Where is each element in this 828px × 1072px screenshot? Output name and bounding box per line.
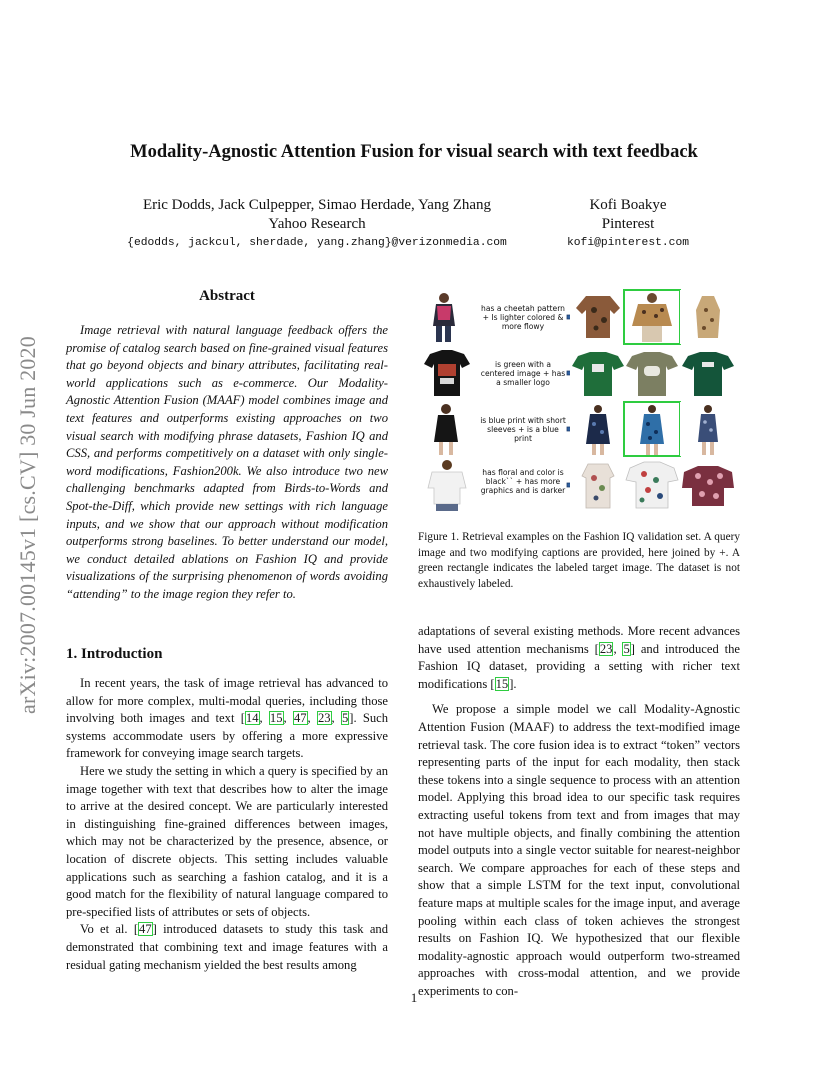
result-image[interactable] xyxy=(680,402,736,456)
right-paragraph-1: adaptations of several existing methods. More recent advances have used attention mechanisms [23, 5] and introduced the Fashion IQ dataset, providing a setting with richer text modifications [15]. xyxy=(418,624,741,691)
right-p1-text-a: adaptations of several existing methods. More recent advances have used attention mechanisms [ xyxy=(418,624,740,656)
figure-row xyxy=(422,346,738,402)
page-number: 1 xyxy=(410,990,418,1005)
citation-link[interactable]: 5 xyxy=(623,641,630,656)
query-image xyxy=(422,458,472,512)
citation-link[interactable]: 5 xyxy=(341,711,349,726)
intro-body xyxy=(66,675,388,974)
author-email-2[interactable]: kofi@pinterest.com xyxy=(566,237,690,249)
citation-link[interactable]: 14 xyxy=(245,711,259,726)
citation-link[interactable]: 23 xyxy=(317,711,331,726)
intro-p1-text-b: ]. Such systems accommodate users by offering a more expressive framework for conveying image search targets. xyxy=(66,711,389,761)
author-names-2: Kofi Boakye xyxy=(589,197,667,213)
result-image[interactable] xyxy=(624,346,680,400)
figure-row xyxy=(422,402,738,458)
author-names-1: Eric Dodds, Jack Culpepper, Simao Herdade, Yang Zhang xyxy=(142,197,492,213)
result-image[interactable] xyxy=(680,346,736,400)
result-image[interactable] xyxy=(624,458,680,512)
intro-p3-text-b: ] introduced datasets to study this task and demonstrated that combining text and image features with a residual gating mechanism yielded the best results among xyxy=(66,922,388,972)
target-result-image[interactable] xyxy=(624,290,680,344)
modifying-caption: is blue print with short sleeves + is a blue print xyxy=(480,416,566,443)
figure-row xyxy=(422,458,738,514)
intro-p3-text-a: Vo et al. [ xyxy=(80,922,139,937)
figure-1-caption: Figure 1. Retrieval examples on the Fashion IQ validation set. A query image and two modifying captions are provided, here joined by +. A green rectangle indicates the labeled target image. The dataset is not exhaustively labeled. xyxy=(418,531,740,590)
intro-heading: 1. Introduction xyxy=(66,646,163,662)
abstract-heading: Abstract xyxy=(199,288,255,304)
citation-link[interactable]: 47 xyxy=(139,922,152,937)
intro-paragraph-1: In recent years, the task of image retrieval has advanced to allow for more complex, multi-modal queries, including those involving both images and text [14, 15, 47, 23, 5]. Such systems accommodate users by offering a more expressive framework for conveying image search targets. xyxy=(66,676,389,761)
citation-link[interactable]: 15 xyxy=(495,676,509,691)
right-p1-text-c: ]. xyxy=(509,676,517,691)
author-group-2 xyxy=(548,196,708,234)
abstract-text: Image retrieval with natural language feedback offers the promise of catalog search based on fine-grained visual features that go beyond objects and binary attributes, facilitating real-world applications such as e-commerce. Our Modality-Agnostic Attention Fusion (MAAF) model combines image and text features and outperforms existing approaches on two visual search with modifying phrase datasets, Fashion IQ and CSS, and performs competitively on a dataset with only single-word modifications, Fashion200k. We also introduce two new challenging benchmarks adapted from Birds-to-Words and Spot-the-Diff, which provide new settings with rich language inputs, and we show that our approach without modification outperforms strong baselines. To better understand our model, we conduct detailed ablations on Fashion IQ and provide visualizations of the surprising phenomenon of words avoiding “attending” to the image region they refer to. xyxy=(66,323,388,601)
author-group-1 xyxy=(112,196,522,234)
author-affiliation-1: Yahoo Research xyxy=(268,216,366,232)
result-image[interactable] xyxy=(570,458,626,512)
figure-1 xyxy=(422,290,738,512)
citation-link[interactable]: 15 xyxy=(269,711,283,726)
intro-p1-text-a: In recent years, the task of image retrieval has advanced to allow for more complex, multi-modal queries, including those involving both images and text [ xyxy=(66,676,388,726)
result-image[interactable] xyxy=(570,402,626,456)
right-p1-text-b: ] and introduced the Fashion IQ dataset, providing a setting with richer text modifications [ xyxy=(418,641,741,691)
abstract-body xyxy=(66,322,388,604)
query-image xyxy=(422,290,472,344)
author-affiliation-2: Pinterest xyxy=(601,216,655,232)
right-column-body xyxy=(418,623,740,1000)
query-image xyxy=(422,346,472,400)
target-result-image[interactable] xyxy=(624,402,680,456)
citation-link[interactable]: 23 xyxy=(599,641,613,656)
modifying-caption: has floral and color is black`` + has more graphics and is darker xyxy=(480,468,566,495)
result-image[interactable] xyxy=(570,290,626,344)
figure-row xyxy=(422,290,738,346)
result-image[interactable] xyxy=(570,346,626,400)
author-emails-1[interactable]: {edodds, jackcul, sherdade, yang.zhang}@verizonmedia.com xyxy=(127,237,507,249)
right-paragraph-2: We propose a simple model we call Modality-Agnostic Attention Fusion (MAAF) to address the text-modified image retrieval task. The core fusion idea is to extract “token” vectors representing parts of the input for each modality, then stack these tokens into a single sequence to process with an attention model. Applying this broad idea to our specific task requires extracting useful tokens from text and from images that may not have multiple objects, and finally combining the attention model outputs into a single vector suitable for nearest-neighbor search. We compare approaches for each of these steps and show that a simple LSTM for the text input, convolutional feature maps at multiple scales for the image input, and average pooling within each class of token achieves the strongest results on Fashion IQ. We hypothesized that our flexible modality-agnostic approach would outperform two-streamed approaches with cross-modal attention, and we provide experiments to con- xyxy=(418,702,740,998)
paper-title: Modality-Agnostic Attention Fusion for visual search with text feedback xyxy=(130,142,698,162)
result-image[interactable] xyxy=(680,458,736,512)
modifying-caption: is green with a centered image + has a smaller logo xyxy=(480,360,566,387)
arxiv-identifier xyxy=(8,290,48,760)
result-image[interactable] xyxy=(680,290,736,344)
intro-paragraph-2: Here we study the setting in which a query is specified by an image together with text that describes how to alter the image to arrive at the desired concept. We are particularly interested in distinguishing fine-grained differences between images, which may not be characterized by the presence, absence, or location of discrete objects. This setting includes valuable applications such as searching a fashion catalog, and it is a good match for the flexibility of natural language compared to pre-specified lists of attributes or sets of objects. xyxy=(66,763,388,919)
citation-link[interactable]: 47 xyxy=(293,711,307,726)
modifying-caption: has a cheetah pattern + Is lighter colored & more flowy xyxy=(481,304,565,331)
query-image xyxy=(422,402,472,456)
intro-paragraph-3 xyxy=(66,921,388,974)
arxiv-identifier-text: arXiv:2007.00145v1 [cs.CV] 30 Jun 2020 xyxy=(15,336,40,714)
